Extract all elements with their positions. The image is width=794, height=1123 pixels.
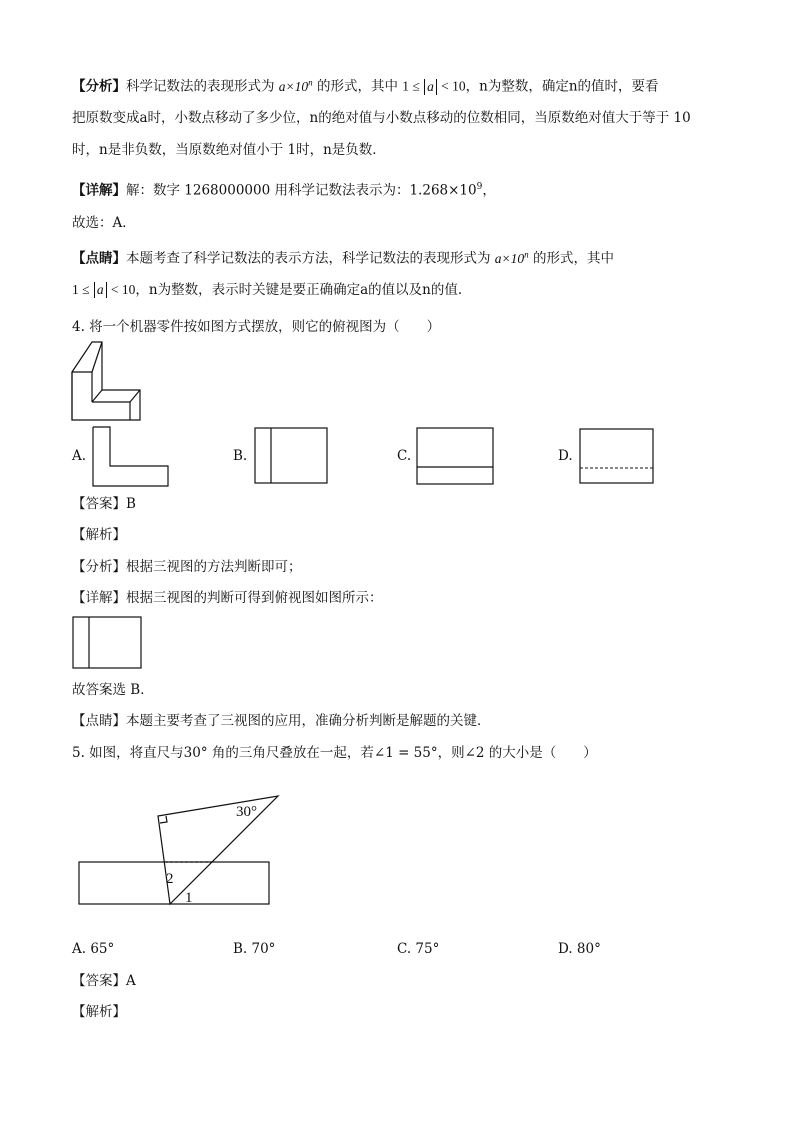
q4-option-d-figure [579,428,657,486]
analysis-line-2: 把原数变成a时，小数点移动了多少位，n的绝对值与小数点移动的位数相同，当原数绝对值大于等于 10 [72,110,691,126]
analysis-text-b: 的形式，其中 [316,78,398,95]
sci-expr-2: $a\times 10^n$ [494,249,529,266]
analysis-line-1 [72,72,659,97]
q5-stem: 5. 如图，将直尺与30° 角的三角尺叠放在一起，若∠1 = 55°，则∠2 的大小是（ ） [72,745,597,761]
q4-comment: 【点睛】本题主要考查了三视图的应用，准确分析判断是解题的关键． [72,713,491,729]
q4-jiexi: 【解析】 [72,527,126,543]
q4-detail: 【详解】根据三视图的判断可得到俯视图如图所示： [72,590,383,606]
q4-option-d-label: D. [558,448,573,464]
q5-jiexi: 【解析】 [72,1004,126,1020]
detail-line: 【详解】解：数字 1268000000 用科学记数法表示为：$1.268\times 10^9$， [72,182,496,199]
q5-option-c: C. 75° [397,941,440,957]
ineq-left: 1 ≤ [402,78,420,94]
analysis-text-a: 科学记数法的表现形式为 [126,78,275,95]
q4-3d-figure [70,340,160,425]
q4-option-b-label: B. [233,448,248,464]
q4-option-a-label: A. [72,448,87,464]
analysis-line-3: 时，n是非负数，当原数绝对值小于 1时，n是负数． [72,142,386,158]
choose-line-1: 故选：A． [72,215,136,231]
abs-a-2: a [94,282,107,298]
detail-tag: 【详解】 [72,182,126,199]
q4-analysis: 【分析】根据三视图的方法判断即可； [72,559,302,575]
comment-line-2: 1 ≤ a < 10，n为整数，表示时关键是要正确确定a的值以及n的值． [72,282,472,298]
q4-option-c-label: C. [397,448,412,464]
q5-figure [78,792,278,912]
analysis-tag: 【分析】 [72,78,126,95]
q5-answer: 【答案】A [72,973,136,989]
q4-stem: 4. 将一个机器零件按如图方式摆放，则它的俯视图为（ ） [72,319,441,335]
comment-line-1: 【点睛】本题考查了科学记数法的表示方法，科学记数法的表现形式为 $a\times 10^n$ 的形式，其中 [72,249,614,267]
comment-tag: 【点睛】 [72,250,126,267]
q4-option-c-figure [416,427,496,487]
q5-label-30: 30° [236,804,257,820]
ineq-left-2: 1 ≤ [72,282,90,297]
analysis-text-c: ，n为整数，确定n的值时，要看 [465,78,659,95]
ineq-right: < 10 [441,78,466,94]
detail-exponent: 9 [476,182,483,192]
q5-option-b: B. 70° [233,941,276,957]
q4-solution-figure [72,616,144,670]
abs-a: a [424,79,437,95]
q5-option-d: D. 80° [558,941,601,957]
q5-label-1: 1 [185,890,193,906]
sci-expr: $a\times 10^n$ [278,77,313,94]
ineq-right-2: < 10 [110,282,136,297]
q5-label-2: 2 [166,871,174,887]
q5-option-a: A. 65° [72,941,115,957]
detail-text: 解：数字 1268000000 用科学记数法表示为：1.268×10 [126,182,477,199]
q4-option-a-figure [92,426,172,488]
q4-answer: 【答案】B [72,496,136,512]
q4-option-b-figure [254,427,330,485]
q4-choose: 故答案选 B． [72,682,154,698]
